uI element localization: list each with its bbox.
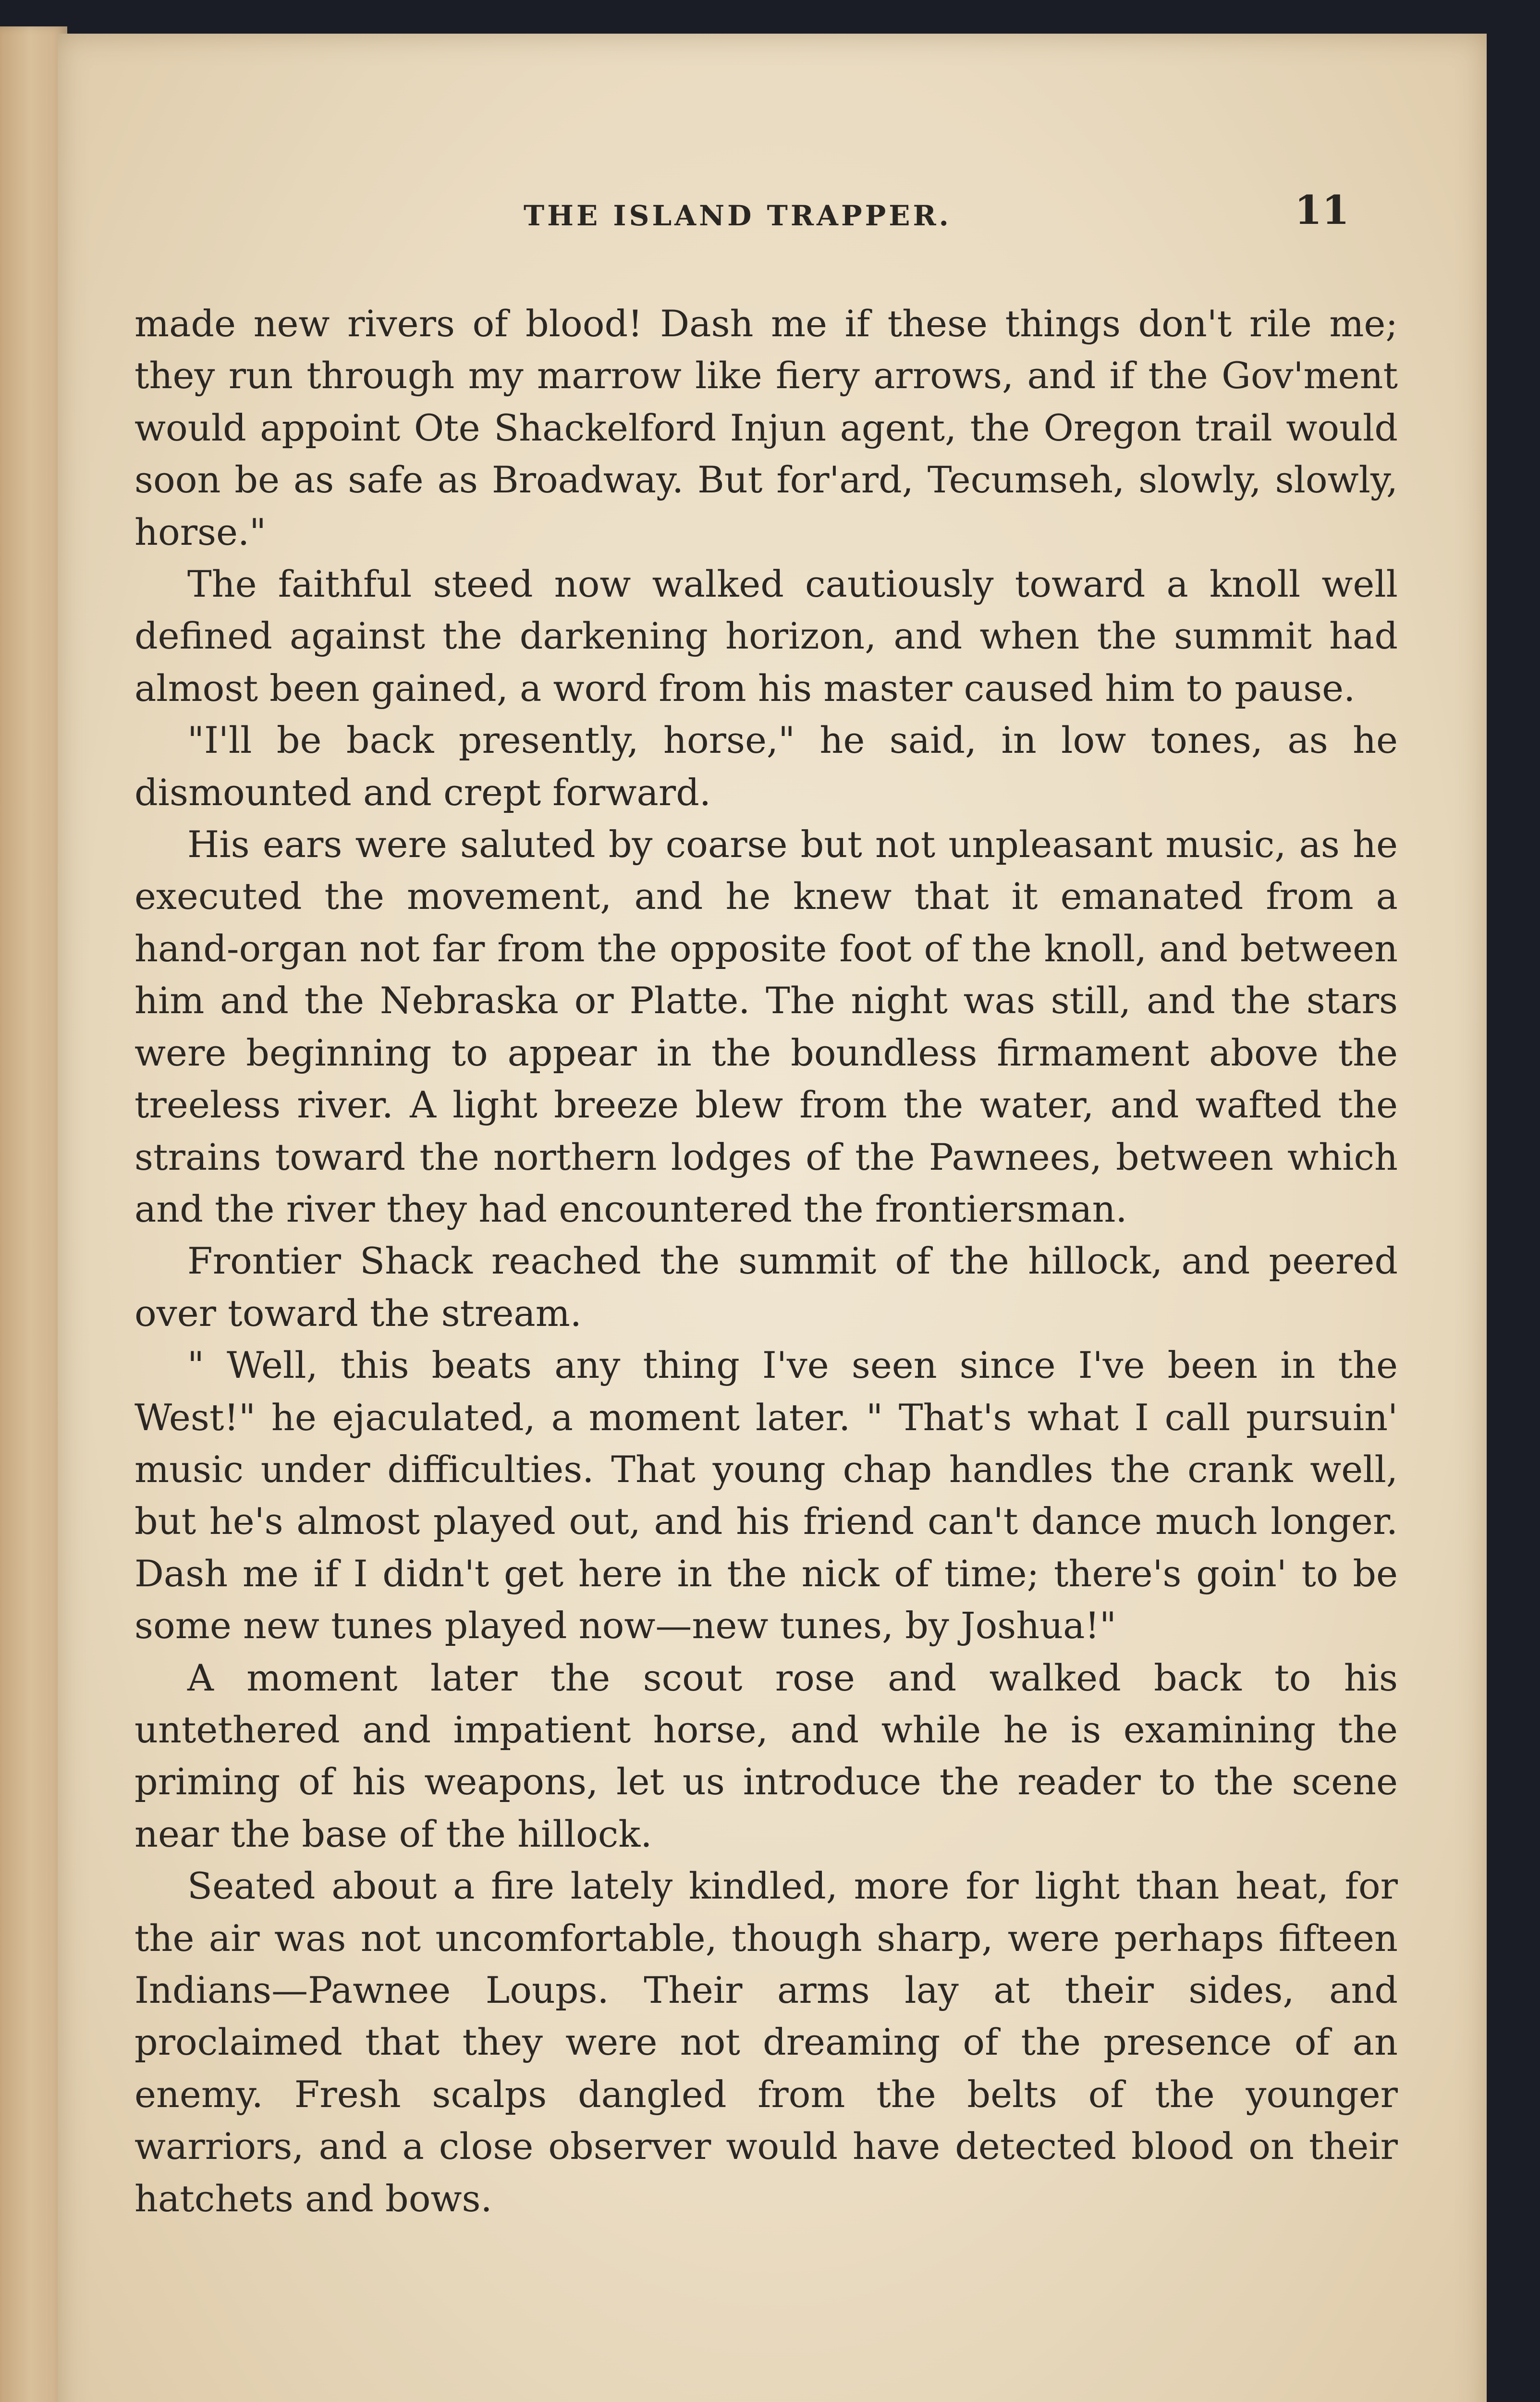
paragraph: Seated about a fire lately kindled, more for light than heat, for the air was not uncomfortable, though sharp, were perhaps fifteen Indians—Pawnee Loups. Their arms lay at their sides, and proclaimed that they were not dreaming of the presence of an enemy. Fresh scalps dangled from the belts of the younger warriors, and a close observer would have detected blood on their hatchets and bows. (134, 1864, 1398, 2220)
text-body (134, 298, 1398, 2225)
paragraph: The faithful steed now walked cautiously toward a knoll well defined against the darkening horizon, and when the summit had almost been gained, a word from his master caused him to pause. (134, 563, 1398, 710)
page-number: 11 (1295, 187, 1350, 233)
running-title: THE ISLAND TRAPPER. (524, 199, 952, 232)
paragraph: " Well, this beats any thing I've seen since I've been in the West!" he ejaculated, a moment later. " That's what I call pursuin' music under difficulties. That young chap handles the crank well, but he's almost played out, and his friend can't dance much longer. Dash me if I didn't get here in the nick of time; there's goin' to be some new tunes played now—new tunes, by Joshua!" (134, 1344, 1398, 1647)
paragraph: made new rivers of blood! Dash me if these things don't rile me; they run through my marrow like fiery arrows, and if the Gov'ment would appoint Ote Shackelford Injun agent, the Oregon trail would soon be as safe as Broadway. But for'ard, Tecumseh, slowly, slowly, horse." (134, 302, 1398, 553)
running-head (58, 178, 1487, 231)
paragraph: Frontier Shack reached the summit of the hillock, and peered over toward the stream. (134, 1239, 1398, 1335)
page-edge (0, 26, 67, 2402)
book-page (58, 34, 1487, 2402)
paragraph: A moment later the scout rose and walked back to his untethered and impatient horse, and while he is examining the priming of his weapons, let us introduce the reader to the scene near the base of the hillock. (134, 1656, 1398, 1855)
paragraph: His ears were saluted by coarse but not unpleasant music, as he executed the movement, and he knew that it emanated from a hand-organ not far from the opposite foot of the knoll, and between him and the Nebraska or Platte. The night was still, and the stars were beginning to appear in the boundless firmament above the treeless river. A light breeze blew from the water, and wafted the strains toward the northern lodges of the Pawnees, between which and the river they had encountered the frontiersman. (134, 823, 1398, 1230)
paragraph: "I'll be back presently, horse," he said, in low tones, as he dismounted and crept forward. (134, 719, 1398, 814)
